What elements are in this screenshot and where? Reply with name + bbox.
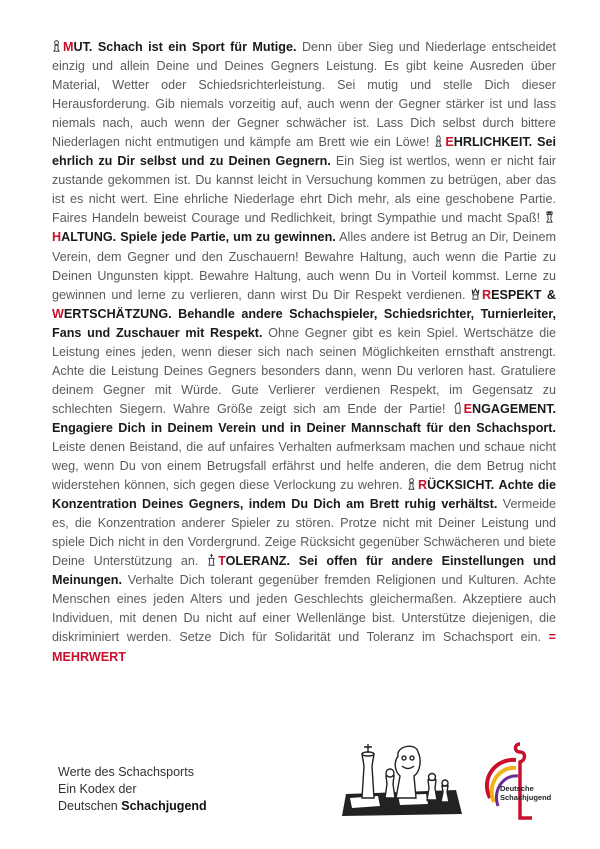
- section-engagement: ENGAGEMENT. Engagiere Dich in Deinem Verein und in Deiner Mannschaft für den Schachsport. Leiste denen Beistand, die auf unfaires Verhalten aufmerksam machen und schaue nicht weg, wenn Du von einem Betrugsfall erfährst und helfe anderen, die dem Betrug nicht widerstehen können, sich gegen diese Verlockung zu wehren.: [52, 401, 556, 493]
- deutsche-schachjugend-logo: [476, 738, 556, 826]
- equals-sign: =: [548, 630, 557, 645]
- bishop-icon: [434, 135, 443, 147]
- section-toleranz: TOLERANZ. Sei offen für andere Einstellungen und Meinungen. Verhalte Dich tolerant gegenüber fremden Religionen und Kulturen. Achte Menschen eines jeden Alters und jeden Geschlechts gleichermaßen. Akzeptiere auch Individuen, mit denen Du nicht auf einer Wellenlänge bist. Unterstütze diejenigen, die diskriminiert werden. Setze Dich für Solidarität und Toleranz im Schachsport ein.: [52, 554, 557, 645]
- footer-line-3: Deutschen Schachjugend: [58, 799, 207, 813]
- knight-icon: [453, 402, 462, 414]
- footer-line-2: Ein Kodex der: [58, 782, 137, 796]
- rook-icon: [545, 211, 554, 223]
- mehrwert-label: MEHRWERT: [52, 649, 126, 664]
- footer-line-1: Werte des Schachsports: [58, 765, 194, 779]
- logo-emblem-icon: [476, 738, 556, 826]
- pawn-icon: [52, 40, 61, 52]
- pawn-icon: [407, 478, 416, 490]
- section-ehrlichkeit: EHRLICHKEIT. Sei ehrlich zu Dir selbst und zu Deinen Gegnern. Ein Sieg ist wertlos, wenn er nicht fair zustande gekommen ist. Du kannst leicht in Versuchung kommen zu betrügen, aber das ist es nicht wert. Eine ehrliche Niederlage ehrt Dich mehr, als eine geschobene Partie. Faires Handeln beweist Courage und Redlichkeit, bringt Sympathie und macht Spaß!: [52, 135, 557, 226]
- footer-caption: [58, 764, 207, 815]
- king-icon: [207, 554, 216, 566]
- section-haltung: HALTUNG. Spiele jede Partie, um zu gewinnen. Alles andere ist Betrug an Dir, Deinem Verein, dem Gegner und den Zuschauern! Bewahre Haltung, auch wenn die Partie zu Deinen Ungunsten kippt. Bewahre Haltung, auch wenn Du in Vorteil kommst. Lerne zu gewinnen und lerne zu verlieren, dann wirst Du Dir Respekt verdienen.: [52, 211, 556, 301]
- logo-text: Deutsche Schachjugend: [500, 784, 552, 802]
- section-respekt: RESPEKT & WERTSCHÄTZUNG. Behandle andere Schachspieler, Schiedsrichter, Turnierleiter, Fans und Zuschauer mit Respekt. Ohne Gegner gibt es kein Spiel. Wertschätze die Leistung eines jeden, wenn dieser sich nach seinen Möglichkeiten ernsthaft anstrengt. Achte die Leistung Deines Gegners besonders dann, wenn Du verloren hast. Gratuliere deinem Gegner mit Würde. Gute Verlierer verdienen Respekt, im Gegensatz zu schlechten Siegern. Wahre Größe zeigt sich am Ende der Partie!: [52, 287, 557, 416]
- section-mut: MUT. Schach ist ein Sport für Mutige. Denn über Sieg und Niederlage entscheidet einzig und allein Deine und Deines Gegners Leistung. Es gibt keine Ausreden über Material, Wetter oder Schiedsrichterleistung. Sei mutig und stelle Dich dieser Herausforderung. Gib niemals vorzeitig auf, auch wenn der Gegner stärker ist und lass niemals nach, auch wenn der Gegner schwächer ist. Lass Dich selbst durch bittere Niederlagen nicht entmutigen und kämpfe am Brett wie ein Löwe!: [52, 40, 556, 150]
- chess-pieces-illustration: [338, 736, 468, 818]
- queen-icon: [471, 288, 480, 300]
- kodex-text: [52, 38, 556, 667]
- section-ruecksicht: RÜCKSICHT. Achte die Konzentration Deines Gegners, indem Du Dich am Brett ruhig verhältst. Vermeide es, die Konzentration anderer Spieler zu stören. Protze nicht mit Deiner Leistung und spiele Dich nicht in den Vordergrund. Zeige Rücksicht gegenüber Schwächeren und biete Deine Unterstützung an.: [52, 478, 557, 569]
